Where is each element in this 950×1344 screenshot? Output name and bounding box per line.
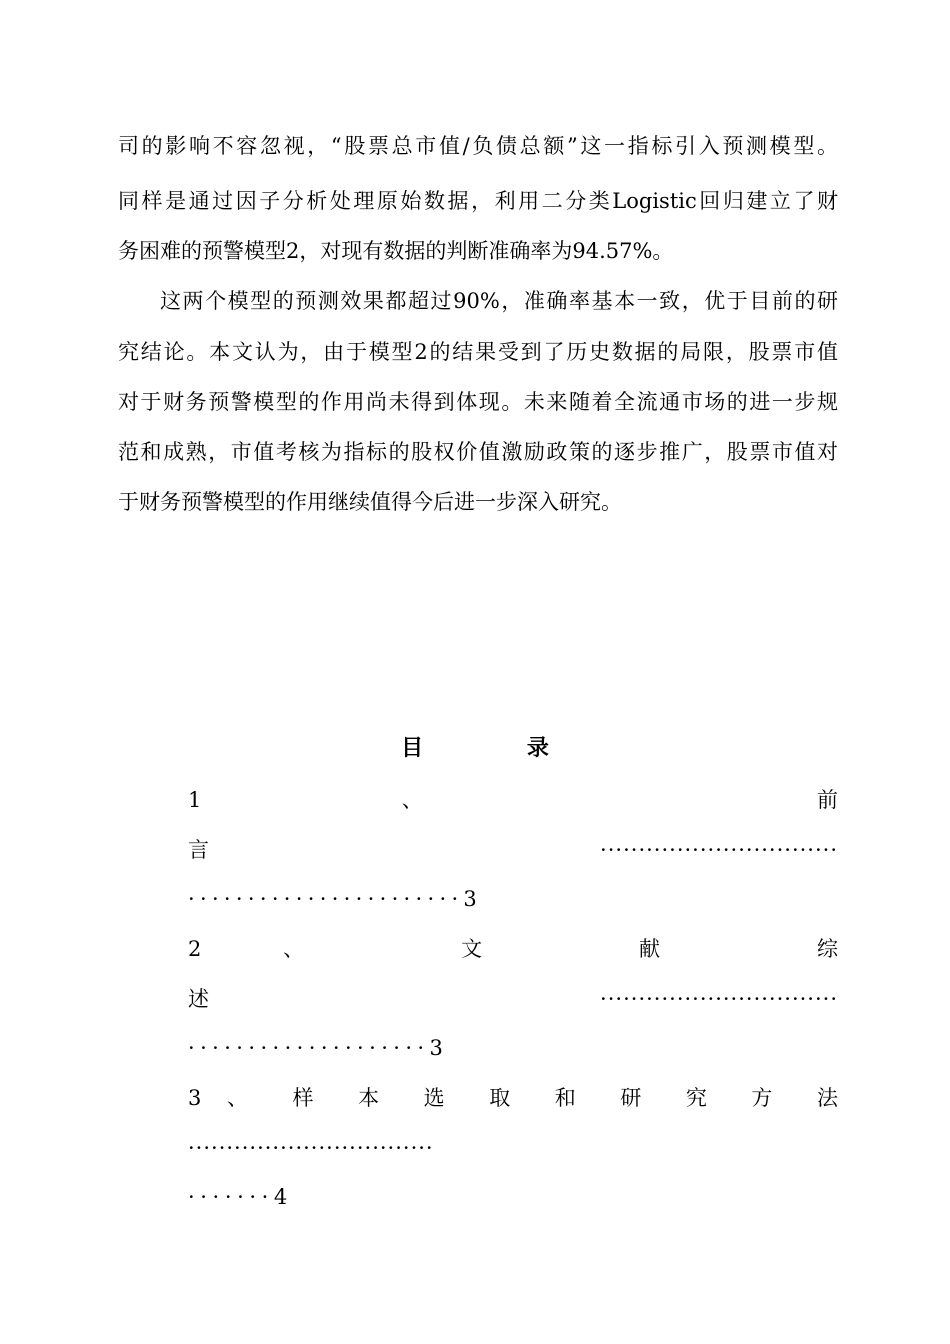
toc-entry-3-line-2[interactable]: ································ (188, 1136, 434, 1160)
body-line-8: 于财务预警模型的作用继续值得今后进一步深入研究。 (118, 490, 622, 514)
body-line-3: 务困难的预警模型2，对现有数据的判断准确率为94.57%。 (118, 239, 674, 263)
toc-entry-2-line-2[interactable]: 述······························· (188, 987, 838, 1011)
body-line-1: 司的影响不容忽视，“股票总市值/负债总额”这一指标引入预测模型。 (118, 134, 838, 158)
toc-title: 目 录 (401, 735, 597, 761)
toc-entry-2-line-3[interactable]: ····················3 (188, 1036, 449, 1060)
toc-entry-1-line-1[interactable]: 1 、 前 (188, 788, 838, 812)
toc-entry-3-line-3[interactable]: ·······4 (188, 1185, 293, 1209)
body-line-6: 对于财务预警模型的作用尚未得到体现。未来随着全流通市场的进一步规 (118, 390, 838, 414)
toc-entry-1-line-2[interactable]: 言······························· (188, 838, 838, 862)
toc-entry-2-line-1[interactable]: 2 、 文 献 综 (188, 937, 838, 961)
toc-entry-1-line-3[interactable]: ·······················3 (188, 887, 483, 911)
body-line-2: 同样是通过因子分析处理原始数据，利用二分类Logistic回归建立了财 (118, 189, 838, 213)
toc-entry-3-line-1[interactable]: 3 、 样 本 选 取 和 研 究 方 法 (188, 1086, 838, 1110)
body-line-5: 究结论。本文认为，由于模型2的结果受到了历史数据的局限，股票市值 (118, 340, 838, 364)
body-line-4: 这两个模型的预测效果都超过90%，准确率基本一致，优于目前的研 (160, 289, 838, 313)
body-line-7: 范和成熟，市值考核为指标的股权价值激励政策的逐步推广，股票市值对 (118, 440, 838, 464)
